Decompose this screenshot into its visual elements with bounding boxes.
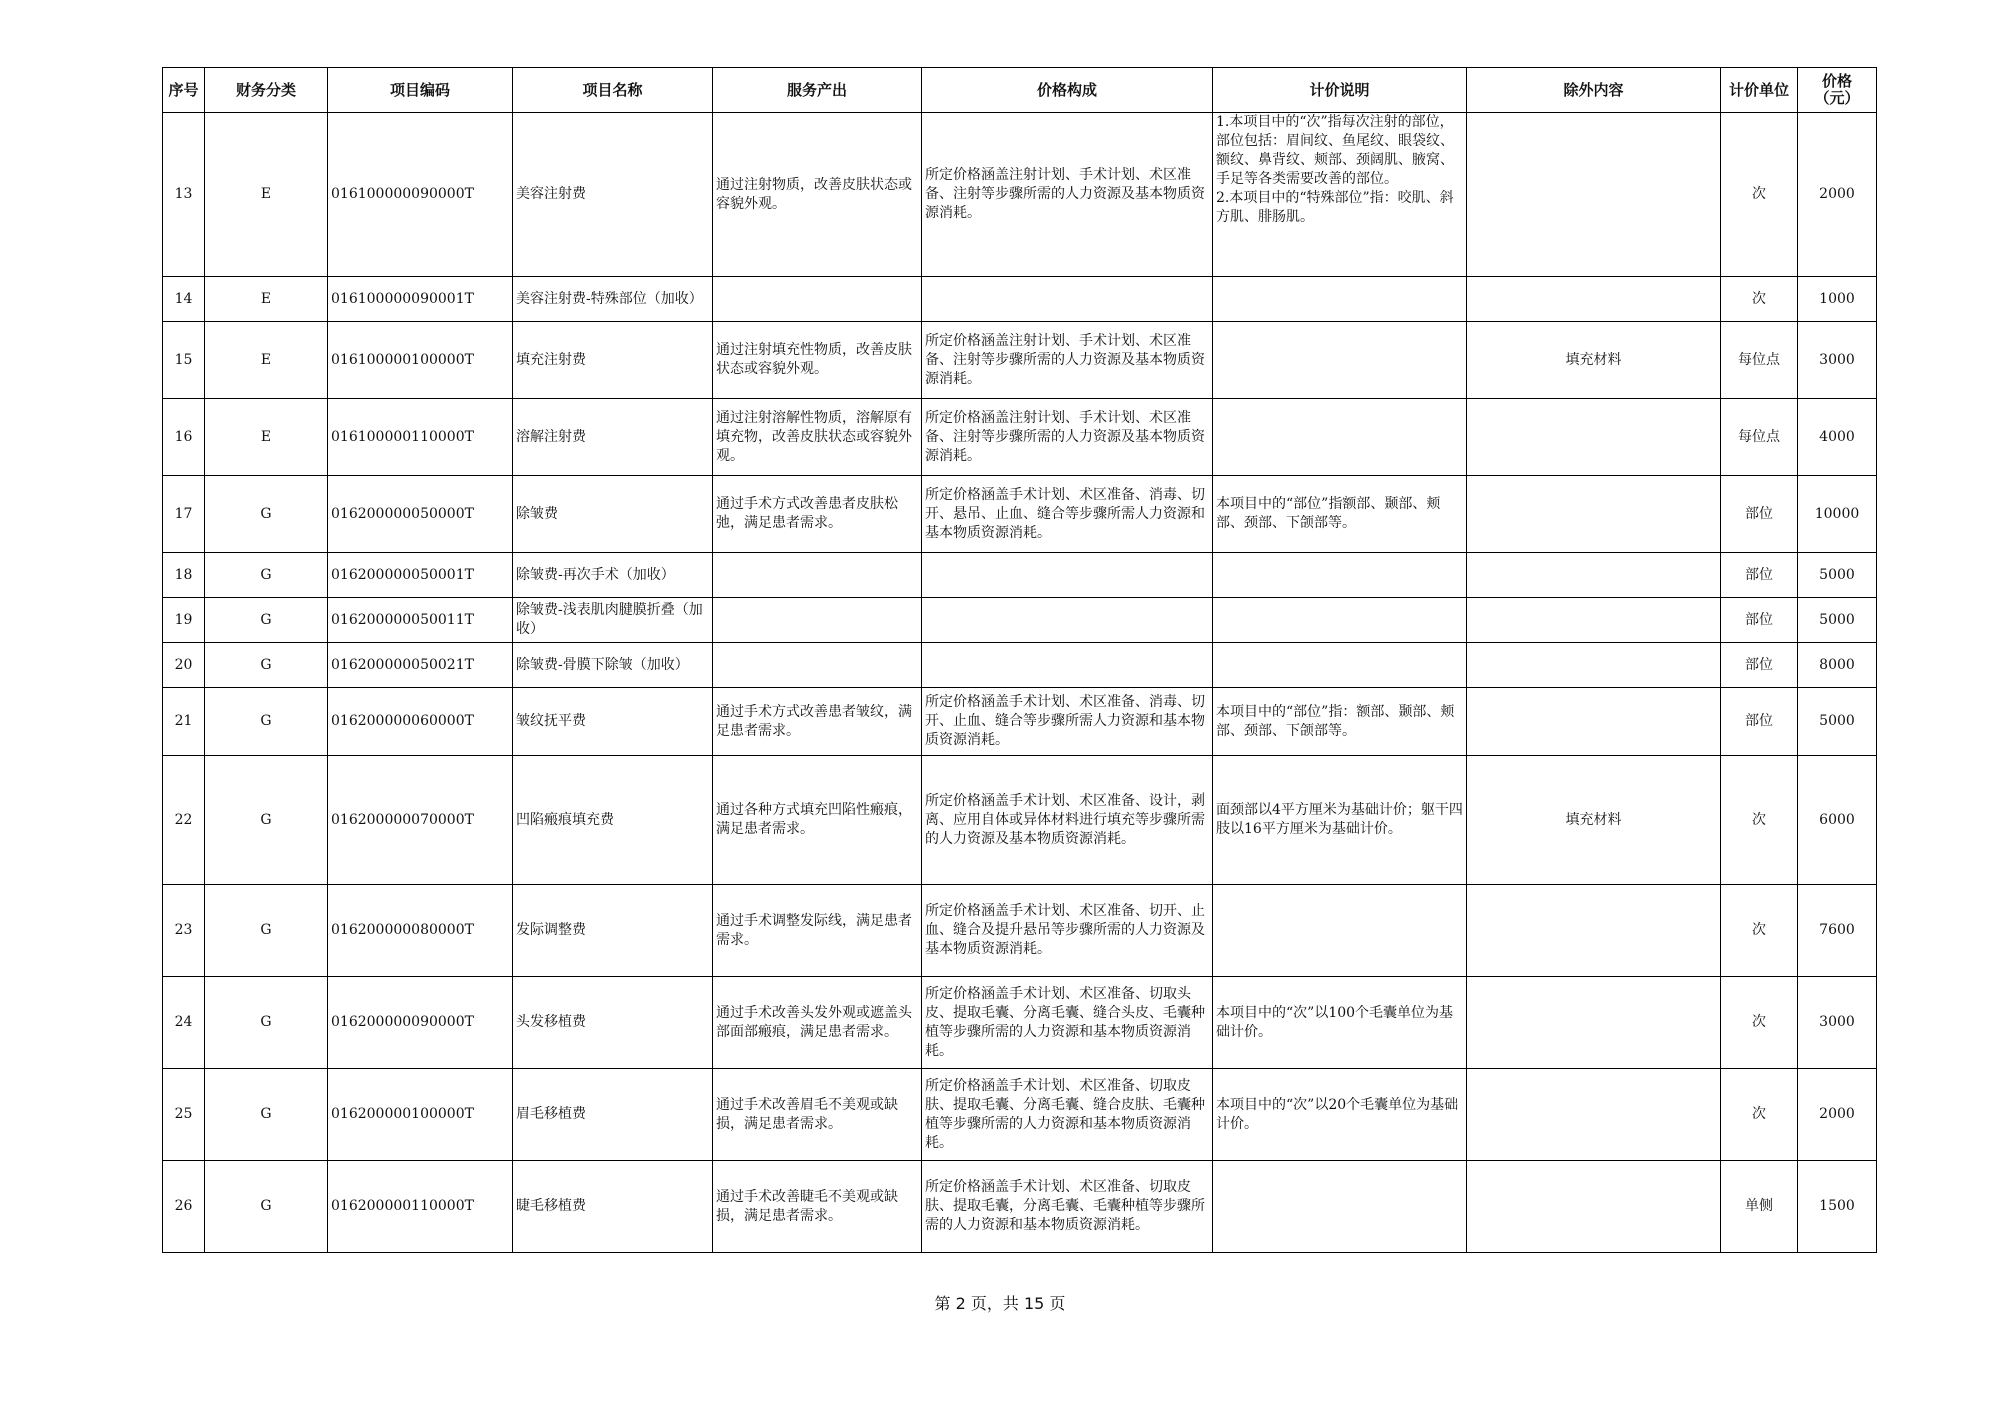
cell-excluded <box>1467 885 1721 977</box>
cell-composition: 所定价格涵盖手术计划、术区准备、切取皮肤、提取毛囊，分离毛囊、毛囊种植等步骤所需的人力资源和基本物质资源消耗。 <box>922 1161 1213 1253</box>
cell-code: 016200000090000T <box>328 977 513 1069</box>
cell-composition: 所定价格涵盖注射计划、手术计划、术区准备、注射等步骤所需的人力资源及基本物质资源消耗。 <box>922 113 1213 277</box>
header-pricing-note: 计价说明 <box>1213 68 1467 113</box>
cell-composition: 所定价格涵盖手术计划、术区准备、设计，剥离、应用自体或异体材料进行填充等步骤所需的人力资源及基本物质资源消耗。 <box>922 756 1213 885</box>
cell-excluded <box>1467 977 1721 1069</box>
cell-excluded <box>1467 688 1721 756</box>
table-row <box>163 756 1877 885</box>
cell-category: G <box>205 756 328 885</box>
cell-output: 通过各种方式填充凹陷性瘢痕，满足患者需求。 <box>713 756 922 885</box>
cell-excluded <box>1467 1161 1721 1253</box>
cell-category: E <box>205 399 328 476</box>
cell-name: 睫毛移植费 <box>513 1161 713 1253</box>
cell-code: 016200000050011T <box>328 598 513 643</box>
cell-output: 通过手术改善头发外观或遮盖头部面部瘢痕，满足患者需求。 <box>713 977 922 1069</box>
header-price <box>1798 68 1877 113</box>
cell-unit: 次 <box>1721 977 1798 1069</box>
cell-unit: 部位 <box>1721 643 1798 688</box>
cell-price: 7600 <box>1798 885 1877 977</box>
cell-category: G <box>205 643 328 688</box>
cell-code: 016100000110000T <box>328 399 513 476</box>
cell-excluded <box>1467 643 1721 688</box>
table-row <box>163 1161 1877 1253</box>
cell-pricing-note: 本项目中的“次”以20个毛囊单位为基础计价。 <box>1213 1069 1467 1161</box>
cell-category: G <box>205 1161 328 1253</box>
cell-seq: 19 <box>163 598 205 643</box>
table-body <box>163 113 1877 1253</box>
cell-output: 通过手术方式改善患者皱纹，满足患者需求。 <box>713 688 922 756</box>
cell-category: E <box>205 322 328 399</box>
cell-price: 10000 <box>1798 476 1877 553</box>
cell-name: 溶解注射费 <box>513 399 713 476</box>
table-row <box>163 885 1877 977</box>
table-row <box>163 399 1877 476</box>
cell-category: G <box>205 1069 328 1161</box>
cell-unit: 每位点 <box>1721 322 1798 399</box>
cell-price: 5000 <box>1798 553 1877 598</box>
cell-price: 1000 <box>1798 277 1877 322</box>
cell-seq: 13 <box>163 113 205 277</box>
cell-excluded <box>1467 399 1721 476</box>
table-row <box>163 977 1877 1069</box>
cell-name: 除皱费-骨膜下除皱（加收） <box>513 643 713 688</box>
header-price-line2: （元） <box>1814 89 1860 107</box>
cell-excluded <box>1467 113 1721 277</box>
cell-composition: 所定价格涵盖注射计划、手术计划、术区准备、注射等步骤所需的人力资源及基本物质资源消耗。 <box>922 322 1213 399</box>
cell-unit: 单侧 <box>1721 1161 1798 1253</box>
cell-composition <box>922 277 1213 322</box>
cell-pricing-note: 本项目中的“次”以100个毛囊单位为基础计价。 <box>1213 977 1467 1069</box>
cell-excluded <box>1467 277 1721 322</box>
cell-seq: 22 <box>163 756 205 885</box>
cell-composition <box>922 598 1213 643</box>
table-row <box>163 643 1877 688</box>
cell-seq: 17 <box>163 476 205 553</box>
cell-name: 美容注射费 <box>513 113 713 277</box>
cell-price: 5000 <box>1798 598 1877 643</box>
cell-excluded <box>1467 553 1721 598</box>
cell-unit: 次 <box>1721 756 1798 885</box>
cell-output: 通过手术调整发际线，满足患者需求。 <box>713 885 922 977</box>
table-row <box>163 476 1877 553</box>
cell-code: 016200000110000T <box>328 1161 513 1253</box>
cell-output: 通过注射填充性物质，改善皮肤状态或容貌外观。 <box>713 322 922 399</box>
cell-code: 016100000100000T <box>328 322 513 399</box>
cell-composition <box>922 553 1213 598</box>
cell-pricing-note <box>1213 277 1467 322</box>
cell-composition: 所定价格涵盖手术计划、术区准备、消毒、切开、悬吊、止血、缝合等步骤所需人力资源和基本物质资源消耗。 <box>922 476 1213 553</box>
cell-unit: 部位 <box>1721 688 1798 756</box>
cell-output <box>713 553 922 598</box>
cell-category: G <box>205 977 328 1069</box>
cell-code: 016100000090000T <box>328 113 513 277</box>
cell-excluded: 填充材料 <box>1467 322 1721 399</box>
cell-seq: 15 <box>163 322 205 399</box>
cell-name: 发际调整费 <box>513 885 713 977</box>
cell-category: G <box>205 476 328 553</box>
page-number: 第 2 页，共 15 页 <box>934 1294 1066 1313</box>
cell-composition: 所定价格涵盖注射计划、手术计划、术区准备、注射等步骤所需的人力资源及基本物质资源消耗。 <box>922 399 1213 476</box>
header-excluded: 除外内容 <box>1467 68 1721 113</box>
table-row <box>163 598 1877 643</box>
cell-pricing-note <box>1213 553 1467 598</box>
cell-price: 4000 <box>1798 399 1877 476</box>
cell-seq: 23 <box>163 885 205 977</box>
cell-output: 通过手术改善眉毛不美观或缺损，满足患者需求。 <box>713 1069 922 1161</box>
cell-output: 通过手术改善睫毛不美观或缺损，满足患者需求。 <box>713 1161 922 1253</box>
table-row <box>163 277 1877 322</box>
header-name: 项目名称 <box>513 68 713 113</box>
cell-category: E <box>205 277 328 322</box>
cell-price: 2000 <box>1798 113 1877 277</box>
cell-output: 通过注射溶解性物质，溶解原有填充物，改善皮肤状态或容貌外观。 <box>713 399 922 476</box>
cell-pricing-note <box>1213 598 1467 643</box>
cell-seq: 20 <box>163 643 205 688</box>
cell-composition: 所定价格涵盖手术计划、术区准备、消毒、切开、止血、缝合等步骤所需人力资源和基本物质资源消耗。 <box>922 688 1213 756</box>
cell-code: 016200000100000T <box>328 1069 513 1161</box>
cell-pricing-note <box>1213 322 1467 399</box>
cell-price: 5000 <box>1798 688 1877 756</box>
cell-excluded <box>1467 1069 1721 1161</box>
cell-price: 3000 <box>1798 322 1877 399</box>
cell-category: G <box>205 553 328 598</box>
cell-seq: 18 <box>163 553 205 598</box>
cell-category: G <box>205 885 328 977</box>
cell-code: 016200000060000T <box>328 688 513 756</box>
cell-seq: 24 <box>163 977 205 1069</box>
cell-category: E <box>205 113 328 277</box>
cell-output <box>713 277 922 322</box>
cell-category: G <box>205 598 328 643</box>
cell-price: 2000 <box>1798 1069 1877 1161</box>
header-output: 服务产出 <box>713 68 922 113</box>
cell-code: 016200000050021T <box>328 643 513 688</box>
header-seq: 序号 <box>163 68 205 113</box>
cell-pricing-note: 本项目中的“部位”指额部、颞部、颊部、颈部、下颌部等。 <box>1213 476 1467 553</box>
cell-pricing-note <box>1213 1161 1467 1253</box>
price-table <box>162 67 1877 1253</box>
cell-excluded <box>1467 476 1721 553</box>
cell-output: 通过注射物质，改善皮肤状态或容貌外观。 <box>713 113 922 277</box>
header-composition: 价格构成 <box>922 68 1213 113</box>
cell-code: 016200000070000T <box>328 756 513 885</box>
cell-unit: 部位 <box>1721 598 1798 643</box>
cell-seq: 26 <box>163 1161 205 1253</box>
cell-pricing-note: 1.本项目中的“次”指每次注射的部位，部位包括：眉间纹、鱼尾纹、眼袋纹、额纹、鼻背纹、颊部、颈阔肌、腋窝、手足等各类需要改善的部位。 2.本项目中的“特殊部位”指：咬肌、斜方肌、腓肠肌。 <box>1213 113 1467 277</box>
cell-composition <box>922 643 1213 688</box>
cell-pricing-note: 本项目中的“部位”指：额部、颞部、颊部、颈部、下颌部等。 <box>1213 688 1467 756</box>
cell-pricing-note <box>1213 885 1467 977</box>
cell-name: 除皱费 <box>513 476 713 553</box>
cell-code: 016200000050001T <box>328 553 513 598</box>
cell-category: G <box>205 688 328 756</box>
header-unit: 计价单位 <box>1721 68 1798 113</box>
table-row <box>163 553 1877 598</box>
table-row <box>163 1069 1877 1161</box>
cell-unit: 每位点 <box>1721 399 1798 476</box>
cell-name: 皱纹抚平费 <box>513 688 713 756</box>
cell-seq: 16 <box>163 399 205 476</box>
cell-unit: 次 <box>1721 1069 1798 1161</box>
cell-pricing-note <box>1213 399 1467 476</box>
cell-excluded: 填充材料 <box>1467 756 1721 885</box>
cell-unit: 次 <box>1721 113 1798 277</box>
cell-name: 除皱费-再次手术（加收） <box>513 553 713 598</box>
cell-seq: 21 <box>163 688 205 756</box>
cell-price: 8000 <box>1798 643 1877 688</box>
cell-price: 3000 <box>1798 977 1877 1069</box>
table-row <box>163 322 1877 399</box>
cell-excluded <box>1467 598 1721 643</box>
header-category: 财务分类 <box>205 68 328 113</box>
cell-price: 6000 <box>1798 756 1877 885</box>
cell-composition: 所定价格涵盖手术计划、术区准备、切取头皮、提取毛囊、分离毛囊、缝合头皮、毛囊种植等步骤所需的人力资源和基本物质资源消耗。 <box>922 977 1213 1069</box>
cell-output <box>713 598 922 643</box>
header-row <box>163 68 1877 113</box>
cell-unit: 次 <box>1721 277 1798 322</box>
cell-unit: 部位 <box>1721 553 1798 598</box>
cell-name: 眉毛移植费 <box>513 1069 713 1161</box>
header-code: 项目编码 <box>328 68 513 113</box>
cell-unit: 次 <box>1721 885 1798 977</box>
cell-name: 除皱费-浅表肌肉腱膜折叠（加收） <box>513 598 713 643</box>
cell-code: 016100000090001T <box>328 277 513 322</box>
cell-seq: 14 <box>163 277 205 322</box>
table-row <box>163 688 1877 756</box>
cell-code: 016200000050000T <box>328 476 513 553</box>
cell-output: 通过手术方式改善患者皮肤松弛，满足患者需求。 <box>713 476 922 553</box>
cell-output <box>713 643 922 688</box>
cell-name: 头发移植费 <box>513 977 713 1069</box>
cell-composition: 所定价格涵盖手术计划、术区准备、切取皮肤、提取毛囊、分离毛囊、缝合皮肤、毛囊种植等步骤所需的人力资源和基本物质资源消耗。 <box>922 1069 1213 1161</box>
cell-seq: 25 <box>163 1069 205 1161</box>
cell-code: 016200000080000T <box>328 885 513 977</box>
cell-pricing-note <box>1213 643 1467 688</box>
cell-name: 凹陷瘢痕填充费 <box>513 756 713 885</box>
cell-name: 美容注射费-特殊部位（加收） <box>513 277 713 322</box>
header-price-line1: 价格 <box>1821 72 1852 90</box>
cell-composition: 所定价格涵盖手术计划、术区准备、切开、止血、缝合及提升悬吊等步骤所需的人力资源及基本物质资源消耗。 <box>922 885 1213 977</box>
cell-pricing-note: 面颈部以4平方厘米为基础计价；躯干四肢以16平方厘米为基础计价。 <box>1213 756 1467 885</box>
cell-price: 1500 <box>1798 1161 1877 1253</box>
cell-unit: 部位 <box>1721 476 1798 553</box>
table-row <box>163 113 1877 277</box>
cell-name: 填充注射费 <box>513 322 713 399</box>
